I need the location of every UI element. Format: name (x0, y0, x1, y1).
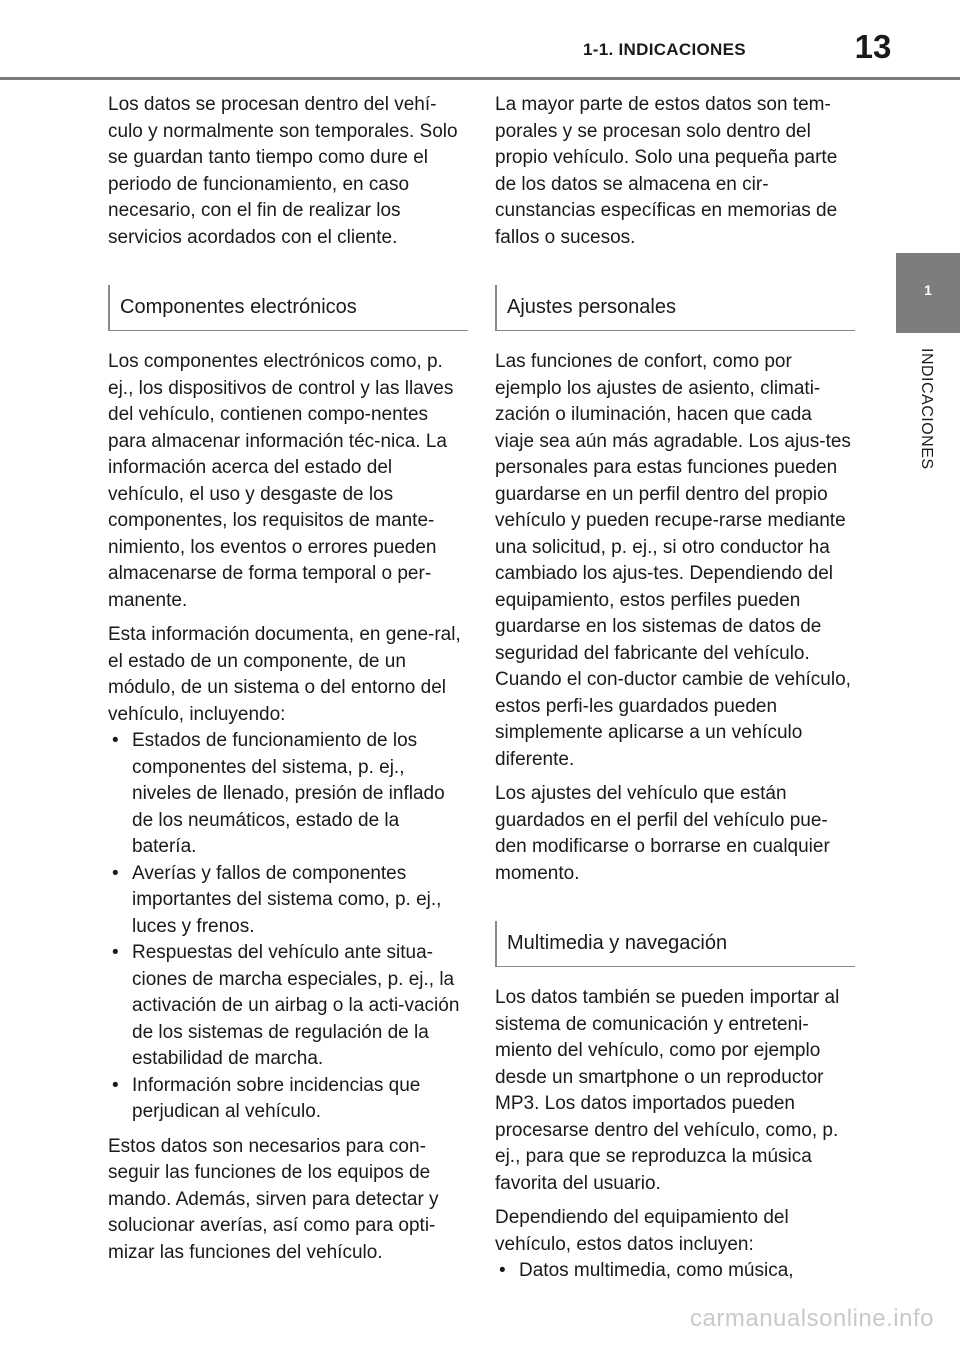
right-paragraph-4: Dependiendo del equipamiento del vehículo, estos datos incluyen: (495, 1207, 789, 1255)
list-item: • Estados de funcionamiento de los componentes del sistema, p. ej., niveles de llenado, presión de inflado de los neumáticos, estado de la batería. (112, 730, 445, 857)
left-paragraph-3: Estos datos son necesarios para con-seguir las funciones de los equipos de mando. Además, sirven para detectar y solucionar averías, así como para opti-mizar las funciones del vehículo. (108, 1135, 439, 1263)
right-intro-paragraph: La mayor parte de estos datos son tem-porales y se procesan solo dentro del propio vehículo. Solo una pequeña parte de los datos se almacena en cir-cunstancias específicas en memorias de fallos o sucesos. (495, 94, 838, 248)
right-column (495, 92, 855, 1293)
bullet-icon: • (112, 942, 119, 963)
heading-componentes-electronicos: Componentes electrónicos (108, 285, 468, 331)
right-paragraph-2: Los ajustes del vehículo que están guardados en el perfil del vehículo pue-den modificarse o borrarse en cualquier momento. (495, 783, 830, 884)
left-column (108, 92, 468, 1274)
bullet-icon: • (112, 1074, 119, 1096)
page-number: 13 (854, 28, 892, 65)
chapter-tab-number: 1 (924, 282, 932, 298)
left-intro-paragraph: Los datos se procesan dentro del vehí-culo y normalmente son temporales. Solo se guardan tanto tiempo como dure el periodo de funcionamiento, en caso necesario, con el fin de realizar los servicios acordados con el cliente. (108, 94, 458, 248)
list-item: • Información sobre incidencias que perjudican al vehículo. (112, 1074, 421, 1122)
left-paragraph-2: Esta información documenta, en gene-ral, el estado de un componente, de un módulo, de un sistema o del entorno del vehículo, incluyendo: (108, 624, 461, 725)
section-label: 1-1. INDICACIONES (583, 40, 746, 59)
list-item: • Respuestas del vehículo ante situa-ciones de marcha especiales, p. ej., la activación de un airbag o la acti-vación de los sistemas de regulación de la estabilidad de marcha. (112, 942, 460, 1069)
right-paragraph-1: Las funciones de confort, como por ejemplo los ajustes de asiento, climati-zación o iluminación, hacen que cada viaje sea aún más agradable. Los ajus-tes personales para estas funciones pueden guardarse en un perfil dentro del propio vehículo y pueden recupe-rarse mediante una solicitud, p. ej., si otro conductor ha cambiado los ajus-tes. Dependiendo del equipamiento, estos perfiles pueden guardarse en los sistemas de datos de seguridad del fabricante del vehículo. Cuando el con-ductor cambie de vehículo, estos perfi-les guardados pueden simplemente aplicarse a un vehículo diferente. (495, 351, 851, 770)
list-item: • Averías y fallos de componentes importantes del sistema como, p. ej., luces y frenos. (112, 862, 442, 937)
chapter-tab-label: INDICACIONES (918, 348, 935, 470)
right-bullet-list (495, 1258, 855, 1285)
list-item: • Datos multimedia, como música, (495, 1258, 855, 1285)
chapter-tab[interactable] (896, 253, 960, 333)
right-paragraph-3: Los datos también se pueden importar al sistema de comunicación y entreteni-miento del vehículo, como por ejemplo desde un smartphone o un reproductor MP3. Los datos importados pueden procesarse dentro del vehículo, como, p. ej., para que se reproduzca la música favorita del usuario. (495, 987, 840, 1194)
bullet-icon: • (499, 1260, 506, 1281)
heading-ajustes-personales: Ajustes personales (495, 285, 855, 331)
left-paragraph-1: Los componentes electrónicos como, p. ej., los dispositivos de control y las llaves del vehículo, contienen compo-nentes para almacenar información téc-nica. La información acerca del estado del vehículo, el uso y desgaste de los componentes, los requisitos de mante-nimiento, los eventos o errores pueden almacenarse de forma temporal o per-manente. (108, 351, 454, 611)
left-bullet-list (108, 728, 468, 1126)
watermark: carmanualsonline.info (690, 1305, 934, 1332)
bullet-icon: • (112, 730, 119, 751)
heading-multimedia-navegacion: Multimedia y navegación (495, 921, 855, 967)
header-rule (0, 77, 960, 80)
bullet-icon: • (112, 862, 119, 884)
